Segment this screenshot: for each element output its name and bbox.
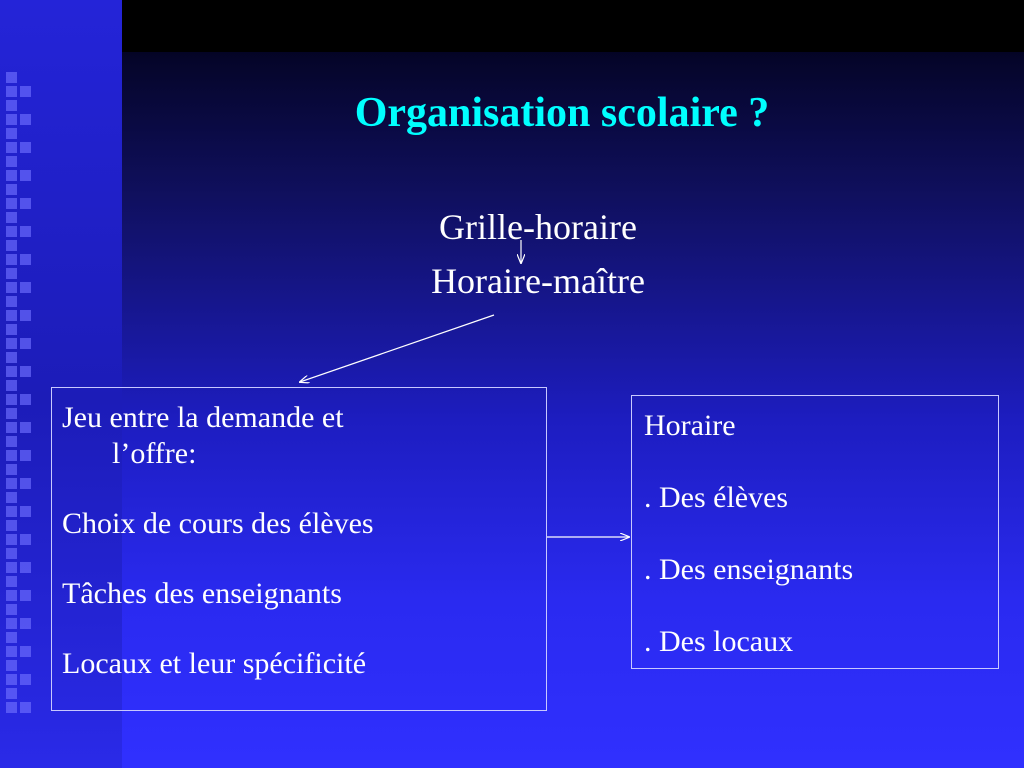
decorative-square <box>6 436 17 447</box>
left-box <box>51 387 547 711</box>
decorative-square <box>6 534 17 545</box>
decorative-square <box>20 394 31 405</box>
slide-title: Organisation scolaire ? <box>354 90 770 136</box>
decorative-square <box>6 240 17 251</box>
right-box-heading: Horaire <box>644 409 736 442</box>
decorative-square <box>6 632 17 643</box>
decorative-square <box>6 492 17 503</box>
grille-horaire-label: Grille-horaire <box>439 207 637 247</box>
decorative-square <box>6 380 17 391</box>
decorative-square <box>6 310 17 321</box>
decorative-square <box>20 114 31 125</box>
right-box <box>631 395 999 669</box>
decorative-square <box>6 674 17 685</box>
decorative-square <box>6 324 17 335</box>
decorative-square <box>20 702 31 713</box>
decorative-square <box>6 576 17 587</box>
decorative-square <box>20 674 31 685</box>
decorative-square <box>6 282 17 293</box>
decorative-square <box>6 86 17 97</box>
decorative-square <box>6 506 17 517</box>
decorative-square <box>20 422 31 433</box>
decorative-square <box>20 646 31 657</box>
right-box-item: . Des enseignants <box>644 553 854 586</box>
decorative-square <box>6 422 17 433</box>
decorative-square <box>6 618 17 629</box>
decorative-square <box>6 170 17 181</box>
decorative-square <box>20 590 31 601</box>
decorative-square <box>6 478 17 489</box>
right-box-item: . Des élèves <box>644 481 789 514</box>
decorative-square <box>6 114 17 125</box>
decorative-square <box>20 478 31 489</box>
decorative-square <box>20 366 31 377</box>
decorative-square <box>20 282 31 293</box>
decorative-square <box>6 296 17 307</box>
decorative-square <box>6 590 17 601</box>
decorative-square <box>20 562 31 573</box>
decorative-square <box>6 156 17 167</box>
decorative-square <box>6 394 17 405</box>
horaire-maitre-to-left-box-arrow <box>300 315 494 382</box>
decorative-square <box>20 618 31 629</box>
center-labels <box>340 200 736 308</box>
decorative-square <box>6 660 17 671</box>
decorative-square <box>20 86 31 97</box>
decorative-square <box>6 450 17 461</box>
decorative-square <box>6 72 17 83</box>
top-band <box>122 0 1024 52</box>
left-box-line1-continued: l’offre: <box>112 437 197 470</box>
decorative-square <box>6 128 17 139</box>
horaire-maitre-label: Horaire-maître <box>431 261 645 301</box>
decorative-square <box>6 562 17 573</box>
decorative-square <box>20 506 31 517</box>
decorative-square <box>6 520 17 531</box>
decorative-square <box>20 226 31 237</box>
decorative-square <box>6 688 17 699</box>
left-box-item: Locaux et leur spécificité <box>62 647 367 680</box>
decorative-square <box>6 254 17 265</box>
decorative-square <box>20 310 31 321</box>
left-box-line1: Jeu entre la demande et <box>62 401 344 434</box>
decorative-square <box>6 338 17 349</box>
decorative-square <box>6 184 17 195</box>
decorative-square <box>6 464 17 475</box>
decorative-square <box>6 702 17 713</box>
decorative-square <box>20 534 31 545</box>
decorative-square <box>6 198 17 209</box>
decorative-square <box>20 142 31 153</box>
decorative-square <box>6 268 17 279</box>
decorative-square <box>20 170 31 181</box>
decorative-square <box>6 212 17 223</box>
decorative-square <box>20 254 31 265</box>
decorative-square <box>6 366 17 377</box>
decorative-square <box>20 450 31 461</box>
decorative-square <box>6 408 17 419</box>
decorative-square <box>6 352 17 363</box>
decorative-square <box>6 142 17 153</box>
decorative-square <box>20 198 31 209</box>
decorative-square <box>6 226 17 237</box>
left-box-item: Choix de cours des élèves <box>62 507 374 540</box>
decorative-square <box>6 100 17 111</box>
decorative-square <box>6 604 17 615</box>
decorative-square <box>6 548 17 559</box>
right-box-item: . Des locaux <box>644 625 794 658</box>
decorative-square <box>6 646 17 657</box>
left-box-item: Tâches des enseignants <box>62 577 342 610</box>
decorative-square <box>20 338 31 349</box>
